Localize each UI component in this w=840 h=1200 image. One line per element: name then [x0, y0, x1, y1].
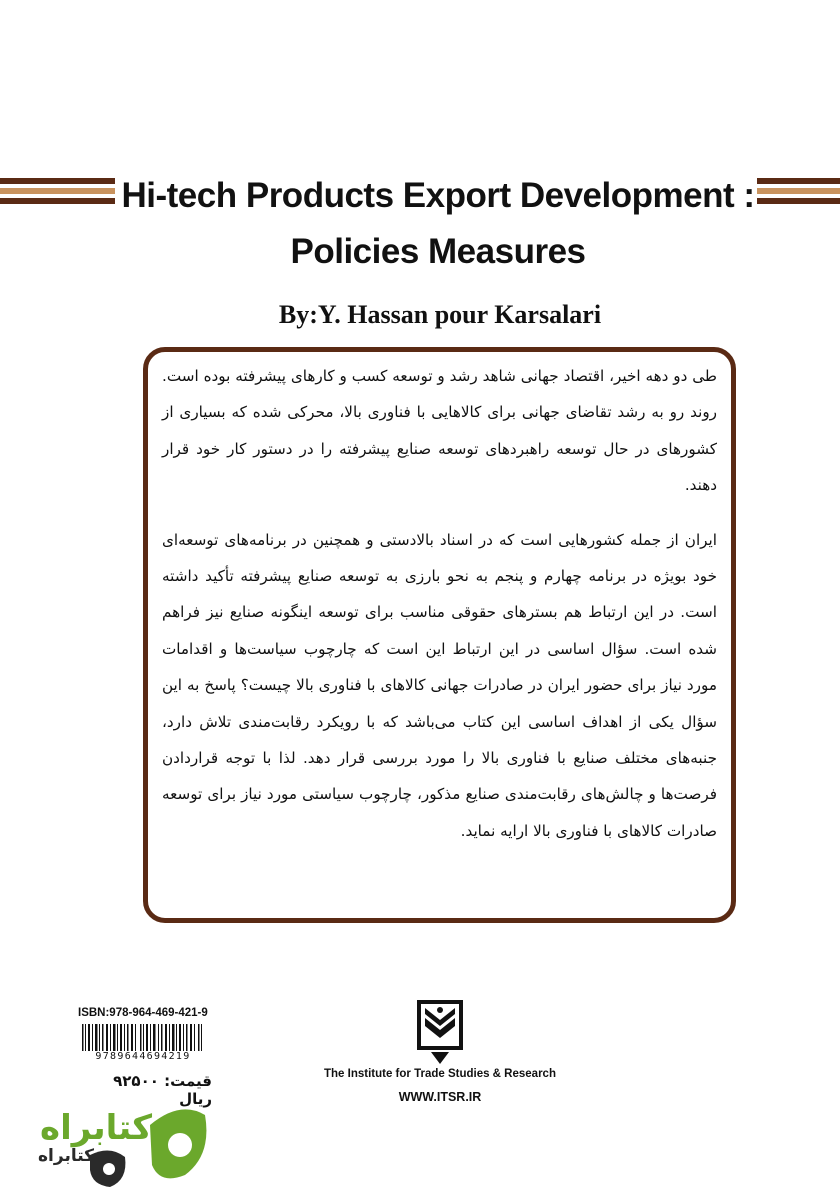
abstract-paragraph-2: ایران از جمله کشورهایی است که در اسناد بالادستی و همچنین در برنامه‌های توسعه‌ای خود بویژه در برنامه چهارم و پنجم به نحو بارزی به توسعه صنایع پیشرفته تأکید داشته است. در این ارتباط هم بسترهای حقوقی مناسب برای توسعه اینگونه صنایع نیز فراهم شده است. سؤال اساسی در این ارتباط این است که چارچوب سیاست‌ها و اقدامات مورد نیاز برای حضور ایران در صادرات جهانی کالاهای با فناوری بالا چیست؟ پاسخ به این سؤال یکی از اهداف اساسی این کتاب می‌باشد که با رویکرد رقابت‌مندی تلاش دارد، جنبه‌های مختلف صنایع با فناوری بالا را مورد بررسی قرار دهد. لذا با توجه قراردادن فرصت‌ها و چالش‌های رقابت‌مندی صنایع مذکور، چارچوب سیاستی مورد نیاز برای توسعه صادرات کالاهای با فناوری بالا ارایه نماید. [162, 530, 717, 840]
book-title [120, 168, 756, 280]
isbn-label: ISBN:978-964-469-421-9 [78, 1007, 208, 1019]
book-title-line-2: Policies Measures [290, 232, 586, 271]
decorative-stripes-right [757, 178, 840, 208]
itsr-logo-icon [417, 1000, 463, 1066]
price-label: قیمت: ۹۲۵۰۰ ریال [113, 1072, 212, 1108]
author-line: By:Y. Hassan pour Karsalari [278, 300, 602, 329]
abstract-box [143, 347, 736, 923]
decorative-stripes-left [0, 178, 115, 208]
publisher-website: WWW.ITSR.IR [398, 1090, 482, 1104]
book-title-line-1: Hi-tech Products Export Development : [121, 176, 755, 215]
watermark-text-large: کتابراه [40, 1108, 153, 1148]
barcode-number: 9789644694219 [78, 1051, 208, 1062]
abstract-paragraph-1: طی دو دهه اخیر، اقتصاد جهانی شاهد رشد و توسعه کسب و کارهای پیشرفته بوده است. روند رو به رشد تقاضای جهانی برای کالاهایی با فناوری بالا، محرکی شده که بسیاری از کشورهای در حال توسعه راهبردهای توسعه صنایع پیشرفته را در دستور کار خود قرار دهند. [162, 367, 717, 495]
publisher-name: The Institute for Trade Studies & Research [324, 1068, 556, 1080]
watermark-text-small: کتابراه [38, 1146, 95, 1166]
